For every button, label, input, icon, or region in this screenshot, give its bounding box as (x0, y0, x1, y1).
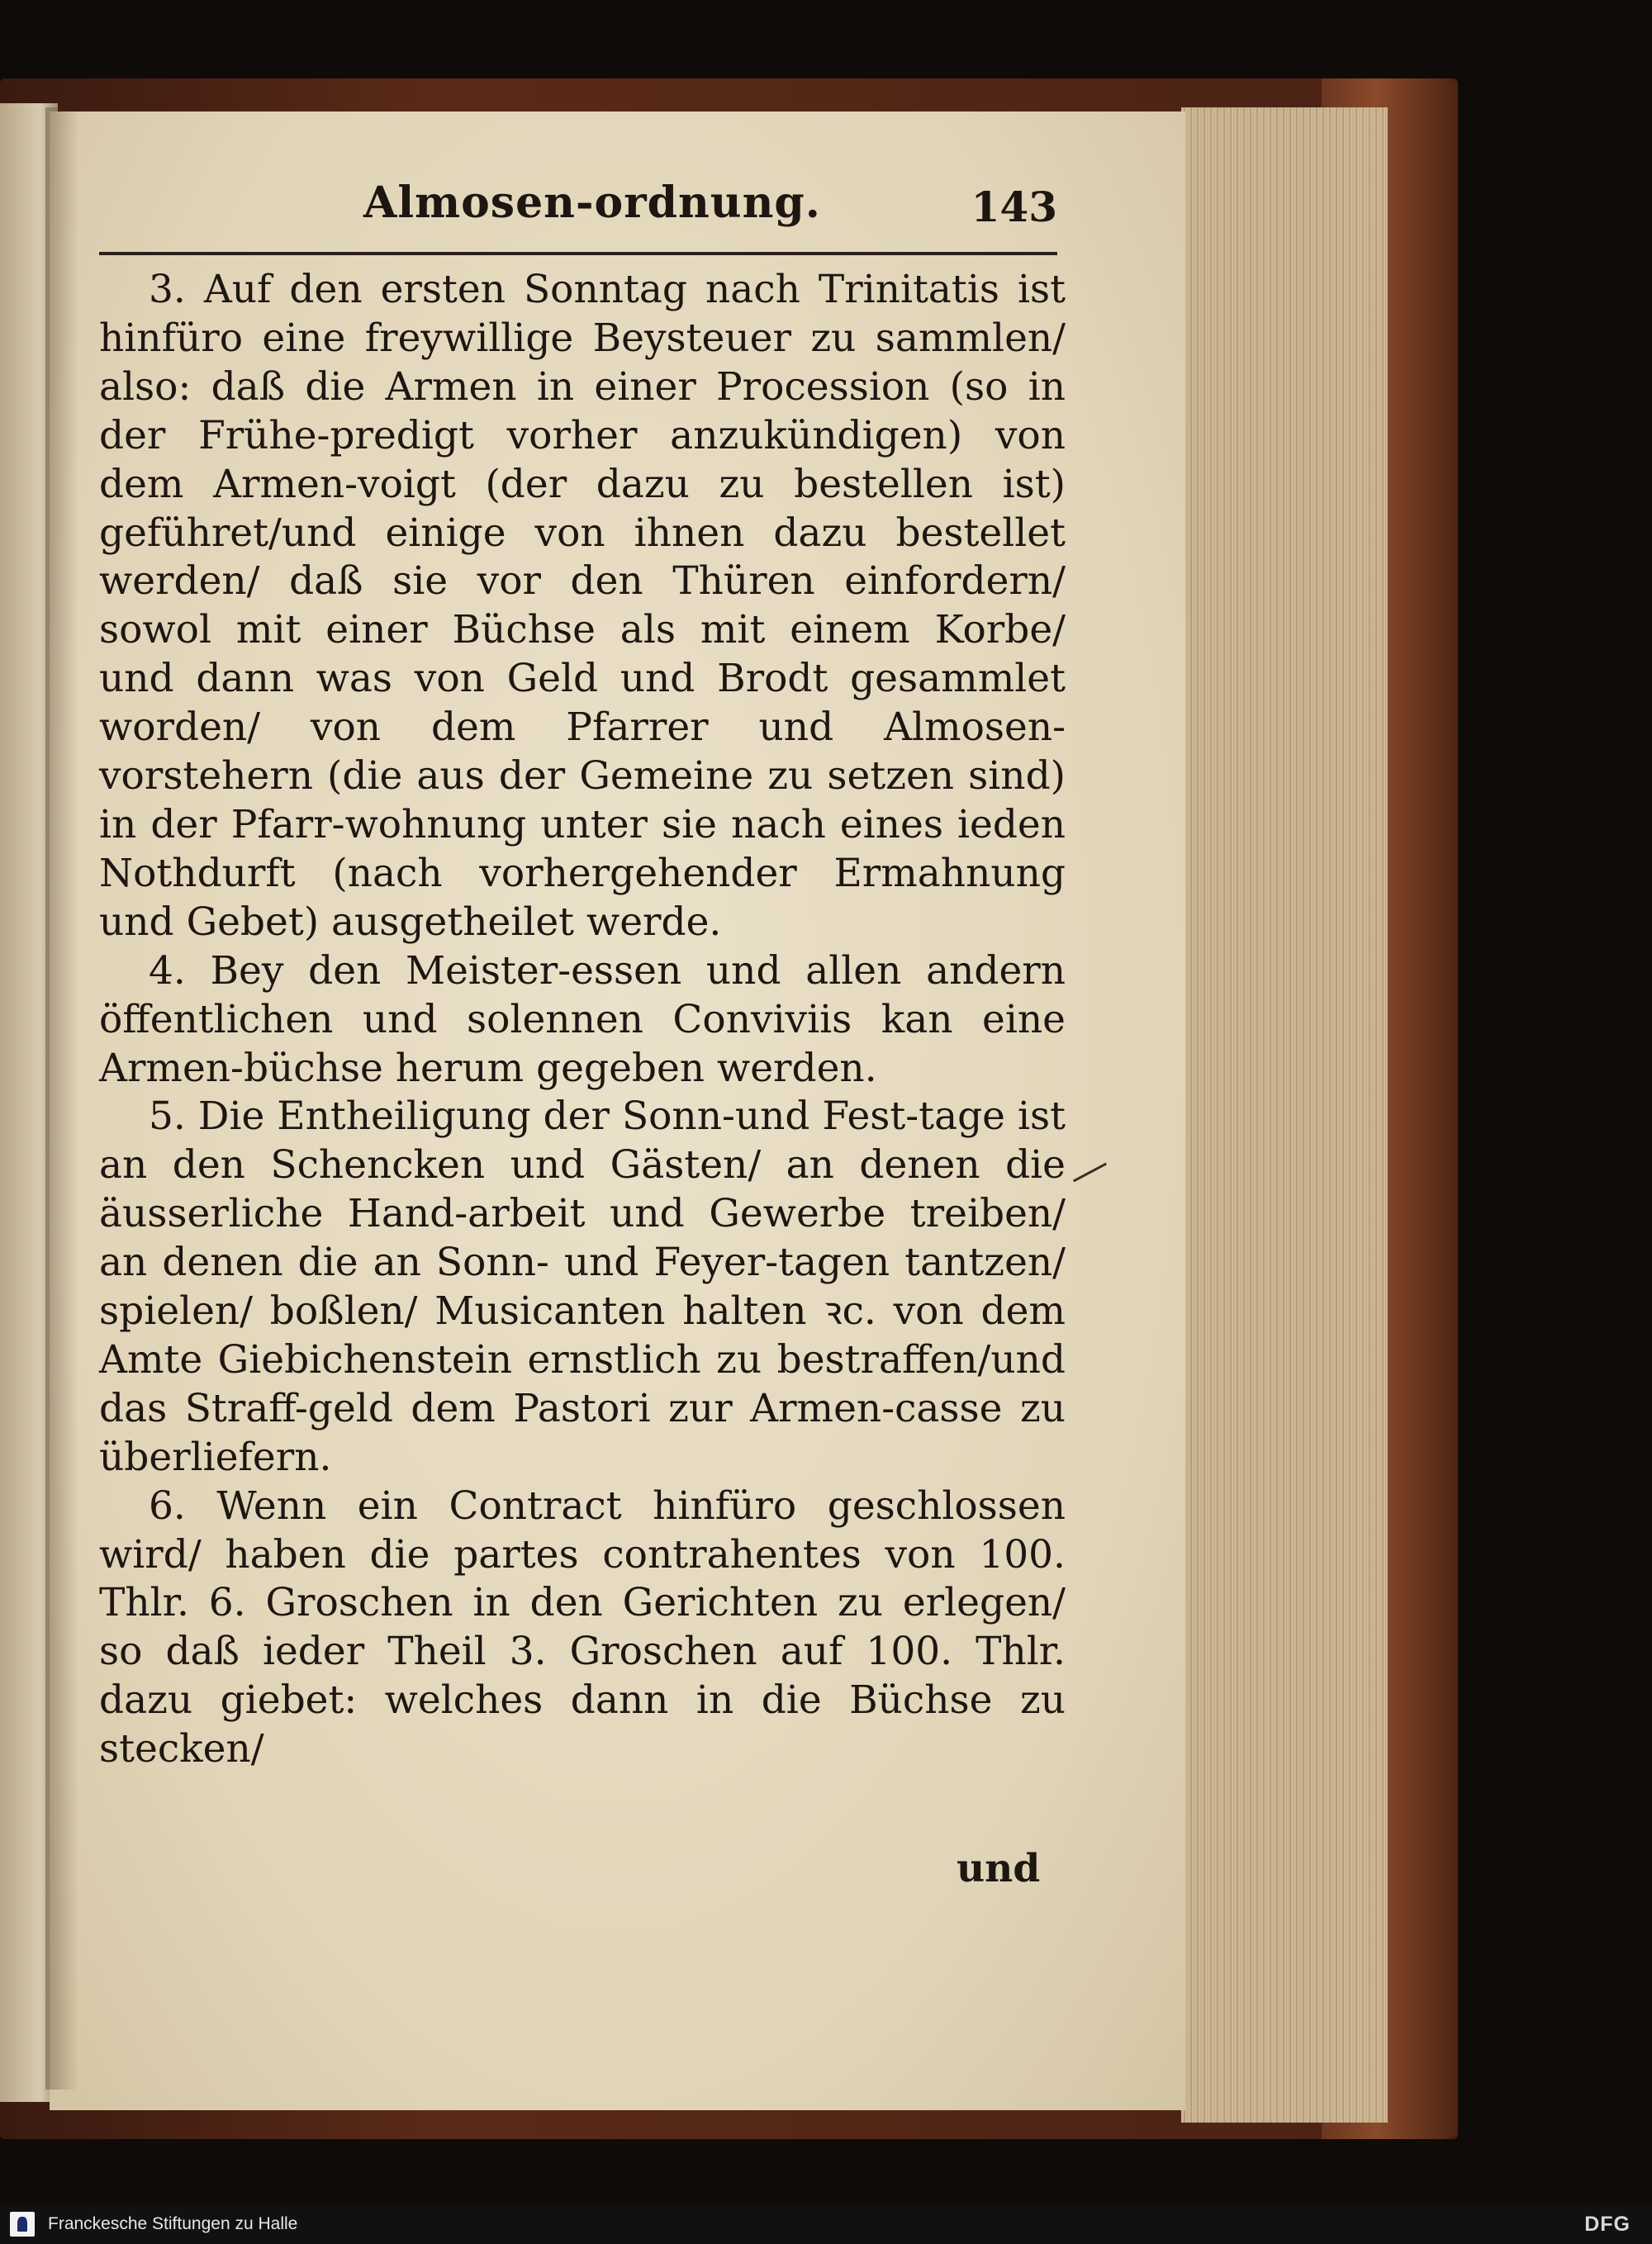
paragraph-4: 4. Bey den Meister-essen und allen andern öffentlichen und solennen Conviviis kan eine Armen-büchse herum gegeben werden. (99, 947, 1066, 1091)
header-rule (99, 252, 1057, 255)
paragraph-3: 3. Auf den ersten Sonntag nach Trinitatis ist hinfüro eine freywillige Beysteuer zu sammlen/ also: daß die Armen in einer Procession (so in der Frühe-predigt vorher anzukündigen) von dem Armen-voigt (der dazu zu bestellen ist) geführet/und einige von ihnen dazu bestellet werden/ daß sie vor den Thüren einfordern/ sowol mit einer Büchse als mit einem Korbe/ und dann was von Geld und Brodt gesammlet worden/ von dem Pfarrer und Almosen-vorstehern (die aus der Gemeine zu setzen sind) in der Pfarr-wohnung unter sie nach eines ieden Nothdurft (nach vorhergehender Ermahnung und Gebet) ausgetheilet werde. (99, 267, 1066, 945)
body-text (99, 266, 1066, 1774)
catchword: und (957, 1846, 1041, 1891)
page-number: 143 (971, 183, 1057, 231)
page-header (99, 178, 1057, 252)
paragraph-6: 6. Wenn ein Contract hinfüro geschlossen wird/ haben die partes contrahentes von 100. Thlr. 6. Groschen in den Gerichten zu erlegen/ so daß ieder Theil 3. Groschen auf 100. Thlr. dazu giebet: welches dann in die Büchse zu stecken/ (99, 1483, 1066, 1772)
running-title: Almosen-ordnung. (363, 178, 821, 228)
footer-bar (0, 2204, 1652, 2244)
footer-source: Franckesche Stiftungen zu Halle (48, 2214, 298, 2233)
dfg-badge: DFG (1584, 2213, 1631, 2236)
page-fore-edge (1181, 107, 1388, 2123)
gutter-shadow (45, 107, 78, 2090)
paragraph-5: 5. Die Entheiligung der Sonn-und Fest-tage ist an den Schencken und Gästen/ an denen die äusserliche Hand-arbeit und Gewerbe treiben/ an denen die an Sonn- und Feyer-tagen tantzen/ spielen/ boßlen/ Musicanten halten ꝛc. von dem Amte Giebichenstein ernstlich zu bestraffen/und das Straff-geld dem Pastori zur Armen-casse zu überliefern. (99, 1094, 1066, 1480)
institution-logo-icon (10, 2212, 35, 2237)
